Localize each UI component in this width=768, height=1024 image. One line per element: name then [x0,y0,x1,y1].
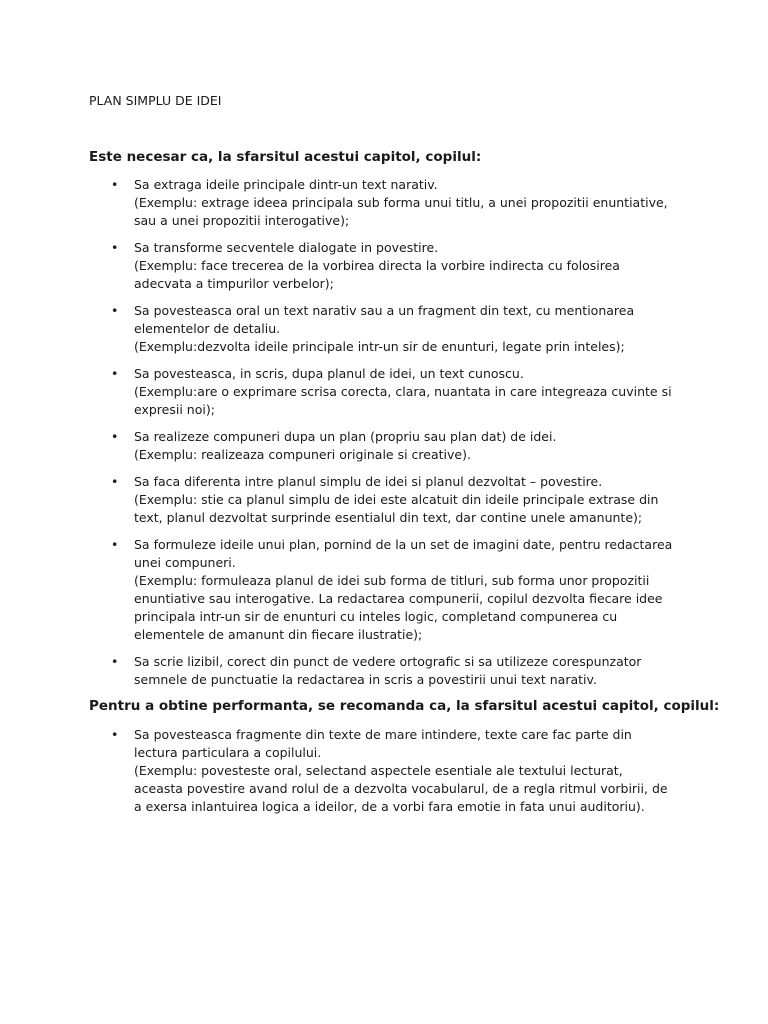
performance-objectives-list [89,726,728,816]
objective-text: Sa realizeze compuneri dupa un plan (propriu sau plan dat) de idei. [134,428,557,444]
bullet-icon: • [111,473,119,489]
list-item [89,653,728,689]
objective-text: Sa povesteasca oral un text narativ sau a un fragment din text, cu mentionarea elementelor de detaliu. [134,302,635,336]
objective-example: (Exemplu: face trecerea de la vorbirea directa la vorbire indirecta cu folosirea adecvata a timpurilor verbelor); [134,257,620,291]
document-title: PLAN SIMPLU DE IDEI [89,93,222,108]
list-item [89,302,728,356]
list-item [89,473,728,527]
objective-example: (Exemplu: extrage ideea principala sub forma unui titlu, a unei propozitii enuntiative, sau a unei propozitii interogative); [134,194,668,228]
objective-example: (Exemplu: realizeaza compuneri originale si creative). [134,446,471,462]
objective-example: (Exemplu:are o exprimare scrisa corecta, clara, nuantata in care integreaza cuvinte si expresii noi); [134,383,672,417]
list-item [89,428,728,464]
objective-example: (Exemplu: formuleaza planul de idei sub forma de titluri, sub forma unor propozitii enuntiative sau interogative. La redactarea compunerii, copilul dezvolta fiecare idee principala intr-un sir de enunturi cu inteles logic, completand compunerea cu elementele de amanunt din fiecare ilustratie); [134,572,663,642]
section-heading-required: Este necesar ca, la sfarsitul acestui capitol, copilul: [89,149,482,165]
bullet-icon: • [111,653,119,669]
list-item [89,726,728,816]
objective-text: Sa formuleze ideile unui plan, pornind de la un set de imagini date, pentru redactarea unei compuneri. [134,536,673,570]
objective-text: Sa faca diferenta intre planul simplu de idei si planul dezvoltat – povestire. [134,473,603,489]
bullet-icon: • [111,536,119,552]
list-item [89,239,728,293]
objective-text: Sa extraga ideile principale dintr-un text narativ. [134,176,438,192]
bullet-icon: • [111,428,119,444]
section-heading-performance: Pentru a obtine performanta, se recomanda ca, la sfarsitul acestui capitol, copilul: [89,697,720,714]
objective-text: Sa transforme secventele dialogate in povestire. [134,239,439,255]
bullet-icon: • [111,176,119,192]
bullet-icon: • [111,239,119,255]
objective-text: Sa povesteasca fragmente din texte de mare intindere, texte care fac parte din lectura particulara a copilului. [134,727,632,760]
list-item [89,536,728,644]
bullet-icon: • [111,727,119,742]
objective-example: (Exemplu: stie ca planul simplu de idei este alcatuit din ideile principale extrase din text, planul dezvoltat surprinde esentialul din text, dar contine unele amanunte); [134,491,659,525]
objective-text: Sa scrie lizibil, corect din punct de vedere ortografic si sa utilizeze corespunzator semnele de punctuatie la redactarea in scris a povestirii unui text narativ. [134,653,642,687]
list-item [89,365,728,419]
objective-example: (Exemplu:dezvolta ideile principale intr-un sir de enunturi, legate prin inteles); [134,338,625,354]
required-objectives-list [89,176,728,689]
objective-text: Sa povesteasca, in scris, dupa planul de idei, un text cunoscu. [134,365,524,381]
bullet-icon: • [111,365,119,381]
list-item [89,176,728,230]
bullet-icon: • [111,302,119,318]
objective-example: (Exemplu: povesteste oral, selectand aspectele esentiale ale textului lecturat, aceasta povestire avand rolul de a dezvolta vocabularul, de a regla ritmul vorbirii, de a exersa inlantuirea logica a ideilor, de a vorbi fara emotie in fata unui auditoriu). [134,763,668,814]
